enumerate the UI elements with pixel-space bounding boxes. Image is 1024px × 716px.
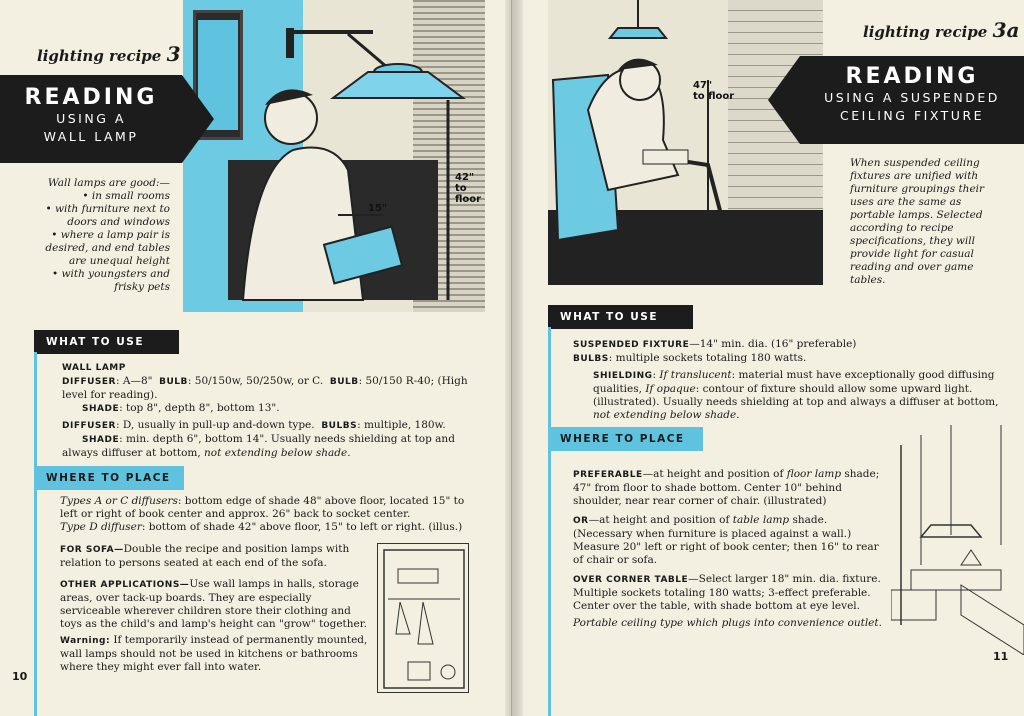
where-to-place-body: PREFERABLE—at height and position of floor lamp shade; 47" from floor to shade bottom. Center 10" behind shoulder, near rear corner of chair. (illustrated) OR—at height and position of table lamp shade. (Necessary when furniture is placed against a wall.) Measure 20" left or right of book center; then 16" to rear of chair or sofa. OVER CORNER TABLE—Select larger 18" min. dia. fixture. Multiple sockets totaling 180 watts; 3-effect preferable. Center over the table, with shade bottom at eye level. Portable ceiling type which plugs into convenience outlet. <box>573 468 882 629</box>
recipe-label-text: lighting recipe <box>37 47 162 65</box>
recipe-number: 3a <box>992 18 1020 42</box>
what-to-use-label: WHAT TO USE <box>548 305 693 329</box>
closet-sketch <box>377 543 469 693</box>
right-accent-line-bottom <box>548 449 551 716</box>
corner-table-drawing <box>891 425 1024 655</box>
title-arrow <box>768 56 800 144</box>
recipe-label-text: lighting recipe <box>863 23 988 41</box>
intro-item: • in small rooms <box>40 190 170 203</box>
page-subtitle-1: USING A SUSPENDED <box>824 90 1000 105</box>
title-arrow <box>182 75 214 163</box>
page-subtitle-2: CEILING FIXTURE <box>839 108 985 123</box>
recipe-label <box>863 18 1019 42</box>
dim-height: 42" <box>455 172 475 183</box>
where-to-place-label: WHERE TO PLACE <box>548 427 703 451</box>
recipe-number: 3 <box>166 42 181 66</box>
dim-floor: floor <box>455 194 482 205</box>
wall-lamp-heading: WALL LAMP <box>62 363 126 373</box>
lamp-shade-drawing <box>183 0 485 312</box>
book-spine <box>505 0 523 716</box>
dim-height: 47" <box>693 80 713 91</box>
recipe-label <box>37 42 181 66</box>
wall-lamp-illustration <box>183 0 485 312</box>
what-to-use-body: WALL LAMP DIFFUSER: A—8" BULB: 50/150w, 50/250w, or C. BULB: 50/150 R-40; (High level for reading). SHADE: top 8", depth 8", bottom 13". DIFFUSER: D, usually in pull-up and-down type. BULBS: multiple, 180w. SHADE: min. depth 6", bottom 14". Usually needs shielding at top and always diffuser at bottom, not extending below shade. <box>62 362 487 463</box>
title-block <box>800 56 1024 144</box>
closet-drawing <box>378 544 470 694</box>
right-accent-line-top <box>548 327 551 434</box>
intro-list <box>40 177 170 294</box>
page-subtitle-1: USING A <box>56 111 126 126</box>
where-to-place-label: WHERE TO PLACE <box>34 466 184 490</box>
dim-floor: to floor <box>693 91 735 102</box>
page-title: READING <box>24 85 158 110</box>
page-title: READING <box>845 64 979 89</box>
applications-body: FOR SOFA—Double the recipe and position lamps with relation to persons seated at each end of the sofa. OTHER APPLICATIONS—Use wall lamps in halls, storage areas, over tack-up boards. They are especially serviceable wherever children store their clothing and toys as the child's and lamp's height can "grow" together. Warning: If temporarily instead of permanently mounted, wall lamps should not be used in kitchens or bathrooms where they might ever fall into water. <box>60 543 368 673</box>
where-to-place-body: Types A or C diffusers: bottom edge of shade 48" above floor, located 15" to left or right of book center and approx. 26" back to socket center. Type D diffuser: bottom of shade 42" above floor, 15" to left or right. (illus.) <box>60 495 465 533</box>
intro-heading: Wall lamps are good:— <box>47 177 170 189</box>
what-to-use-label: WHAT TO USE <box>34 330 179 354</box>
dim-to: to <box>455 183 467 194</box>
right-page <box>513 0 1024 716</box>
intro-item: • where a lamp pair is desired, and end tables are unequal height <box>40 229 170 268</box>
intro-text: When suspended ceiling fixtures are unified with furniture groupings their uses are the same as portable lamps. Selected according to recipe specifications, they will provide light for casual reading and over game tables. <box>850 157 985 286</box>
intro-item: • with furniture next to doors and windows <box>40 203 170 229</box>
page-subtitle-2: WALL LAMP <box>43 129 139 144</box>
title-block <box>0 75 182 163</box>
intro-item: • with youngsters and frisky pets <box>40 268 170 294</box>
dim-width: 15" <box>368 203 388 214</box>
left-accent-line <box>34 352 37 716</box>
corner-table-sketch <box>891 425 1024 655</box>
page-number: 10 <box>12 670 28 683</box>
page-number: 11 <box>993 650 1009 663</box>
what-to-use-body: SUSPENDED FIXTURE—14" min. dia. (16" preferable) BULBS: multiple sockets totaling 180 watts. SHIELDING: If translucent: material must have exceptionally good diffusing qualities, If opaque: contour of fixture should allow some upward light. (illustrated). Usually needs shielding at top and always a diffuser at bottom, not extending below shade. <box>573 338 999 421</box>
